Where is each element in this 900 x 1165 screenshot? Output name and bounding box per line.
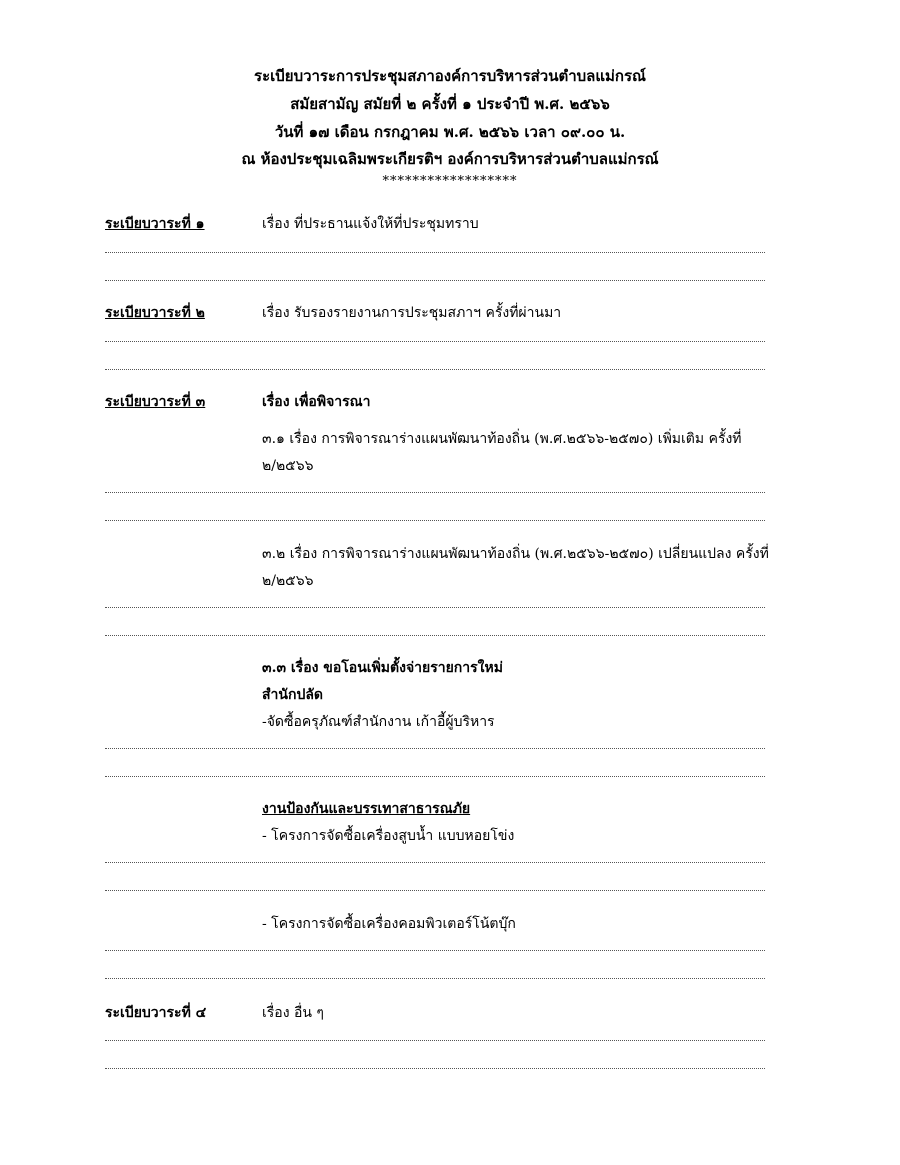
disaster-heading: งานป้องกันและบรรเทาสาธารณภัย bbox=[262, 801, 471, 817]
header-date: วันที่ ๑๗ เดือน กรกฎาคม พ.ศ. ๒๕๖๖ เวลา ๐๙.๐๐ น. bbox=[274, 123, 626, 141]
header-title: ระเบียบวาระการประชุมสภาองค์การบริหารส่วนตำบลแม่กรณ์ bbox=[254, 67, 646, 85]
dotted-line bbox=[105, 890, 765, 891]
agenda-4-title: เรื่อง อื่น ๆ bbox=[262, 1005, 324, 1021]
agenda-4-label: ระเบียบวาระที่ ๔ bbox=[105, 1005, 207, 1021]
agenda-1-title: เรื่อง ที่ประธานแจ้งให้ที่ประชุมทราบ bbox=[262, 216, 479, 232]
dotted-line bbox=[105, 520, 765, 521]
dotted-line bbox=[105, 492, 765, 493]
agenda-1-label: ระเบียบวาระที่ ๑ bbox=[105, 216, 205, 232]
item-3-3-title: ๓.๓ เรื่อง ขอโอนเพิ่มตั้งจ่ายรายการใหม่ bbox=[262, 660, 503, 676]
dotted-line bbox=[105, 1068, 765, 1069]
header-venue: ณ ห้องประชุมเฉลิมพระเกียรติฯ องค์การบริหารส่วนตำบลแม่กรณ์ bbox=[241, 150, 659, 168]
dotted-line bbox=[105, 978, 765, 979]
dotted-line bbox=[105, 862, 765, 863]
office-heading: สำนักปลัด bbox=[262, 687, 324, 703]
dotted-line bbox=[105, 369, 765, 370]
item-3-2-line2: ๒/๒๕๖๖ bbox=[262, 573, 314, 589]
disaster-item-2: - โครงการจัดซื้อเครื่องคอมพิวเตอร์โน้ตบุ๊ก bbox=[262, 916, 516, 932]
dotted-line bbox=[105, 748, 765, 749]
item-3-2-line1: ๓.๒ เรื่อง การพิจารณาร่างแผนพัฒนาท้องถิ่น (พ.ศ.๒๕๖๖-๒๕๗๐) เปลี่ยนแปลง ครั้งที่ bbox=[262, 546, 769, 562]
agenda-2-label: ระเบียบวาระที่ ๒ bbox=[105, 305, 205, 321]
header-stars: ****************** bbox=[382, 174, 518, 189]
office-item: -จัดซื้อครุภัณฑ์สำนักงาน เก้าอี้ผู้บริหาร bbox=[262, 714, 495, 730]
item-3-1-line2: ๒/๒๕๖๖ bbox=[262, 458, 314, 474]
dotted-line bbox=[105, 1040, 765, 1041]
disaster-item-1: - โครงการจัดซื้อเครื่องสูบน้ำ แบบหอยโข่ง bbox=[262, 828, 515, 844]
agenda-3-title: เรื่อง เพื่อพิจารณา bbox=[262, 394, 371, 410]
header-session: สมัยสามัญ สมัยที่ ๒ ครั้งที่ ๑ ประจำปี พ.ศ. ๒๕๖๖ bbox=[290, 95, 610, 113]
agenda-3-label: ระเบียบวาระที่ ๓ bbox=[105, 394, 206, 410]
dotted-line bbox=[105, 607, 765, 608]
dotted-line bbox=[105, 280, 765, 281]
item-3-1-line1: ๓.๑ เรื่อง การพิจารณาร่างแผนพัฒนาท้องถิ่น (พ.ศ.๒๕๖๖-๒๕๗๐) เพิ่มเติม ครั้งที่ bbox=[262, 431, 742, 447]
dotted-line bbox=[105, 252, 765, 253]
dotted-line bbox=[105, 950, 765, 951]
dotted-line bbox=[105, 341, 765, 342]
dotted-line bbox=[105, 776, 765, 777]
agenda-2-title: เรื่อง รับรองรายงานการประชุมสภาฯ ครั้งที่ผ่านมา bbox=[262, 305, 562, 321]
dotted-line bbox=[105, 635, 765, 636]
